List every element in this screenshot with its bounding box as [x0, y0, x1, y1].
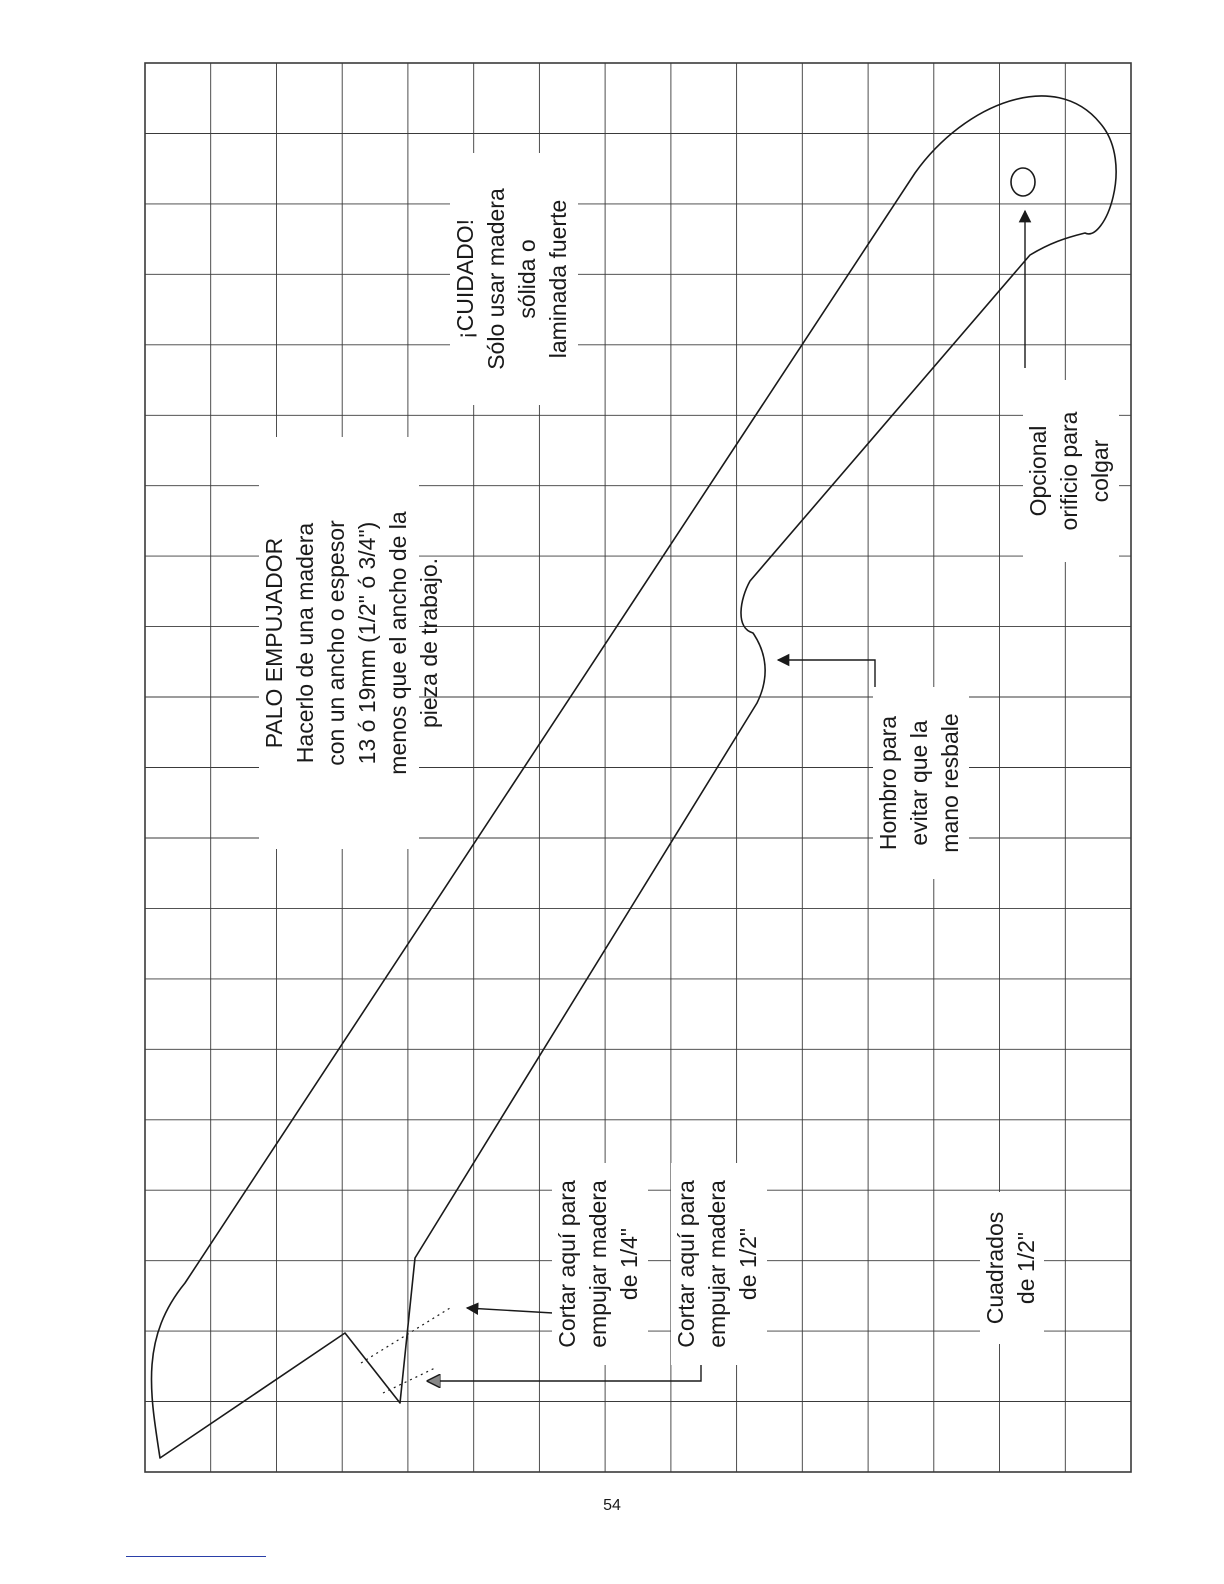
- palo-title: PALO EMPUJADOR: [261, 537, 287, 749]
- orificio-line-2: orificio para: [1056, 411, 1082, 531]
- label-hombro: [873, 687, 969, 879]
- cortar-quarter-line-3: de 1/4": [616, 1227, 642, 1301]
- label-cortar-half: [671, 1163, 767, 1365]
- palo-line-5: pieza de trabajo.: [416, 557, 442, 729]
- hombro-line-2: evitar que la: [906, 720, 932, 846]
- cortar-half-line-1: Cortar aquí para: [673, 1180, 699, 1348]
- cut-line-half: [383, 1368, 435, 1393]
- cuadrados-line-2: de 1/2": [1013, 1231, 1039, 1305]
- palo-line-4: menos que el ancho de la: [385, 511, 411, 775]
- cuidado-line-3: sólida o: [514, 239, 540, 319]
- footer-rule: [126, 1556, 266, 1557]
- cuadrados-line-1: Cuadrados: [982, 1211, 1008, 1325]
- label-cuadrados: [980, 1192, 1044, 1344]
- orificio-line-3: colgar: [1087, 439, 1113, 503]
- label-cortar-quarter: [552, 1163, 648, 1365]
- cuidado-line-4: laminada fuerte: [545, 199, 571, 359]
- cortar-quarter-line-2: empujar madera: [585, 1180, 611, 1348]
- palo-line-3: 13 ó 19mm (1/2" ó 3/4"): [354, 521, 380, 765]
- hombro-line-1: Hombro para: [875, 715, 901, 851]
- palo-line-1: Hacerlo de una madera: [292, 522, 318, 764]
- arrow-hombro: [778, 660, 875, 688]
- cortar-half-line-2: empujar madera: [704, 1180, 730, 1348]
- palo-line-2: con un ancho o espesor: [323, 520, 349, 766]
- label-orificio: [1023, 380, 1119, 562]
- cortar-quarter-line-1: Cortar aquí para: [554, 1180, 580, 1348]
- orificio-line-1: Opcional: [1025, 425, 1051, 517]
- cortar-half-line-3: de 1/2": [735, 1227, 761, 1301]
- arrow-cortar-quarter: [467, 1308, 553, 1313]
- arrow-cortar-half: [428, 1363, 701, 1381]
- page-number: 54: [603, 1497, 621, 1514]
- pattern-sheet: [145, 63, 1131, 1472]
- cuidado-line-2: Sólo usar madera: [483, 188, 509, 370]
- cuidado-line-1: ¡CUIDADO!: [452, 218, 478, 340]
- hombro-line-3: mano resbale: [937, 713, 963, 853]
- label-cuidado: [450, 153, 578, 405]
- label-palo-empujador: [259, 437, 442, 849]
- hanging-hole: [1011, 168, 1035, 196]
